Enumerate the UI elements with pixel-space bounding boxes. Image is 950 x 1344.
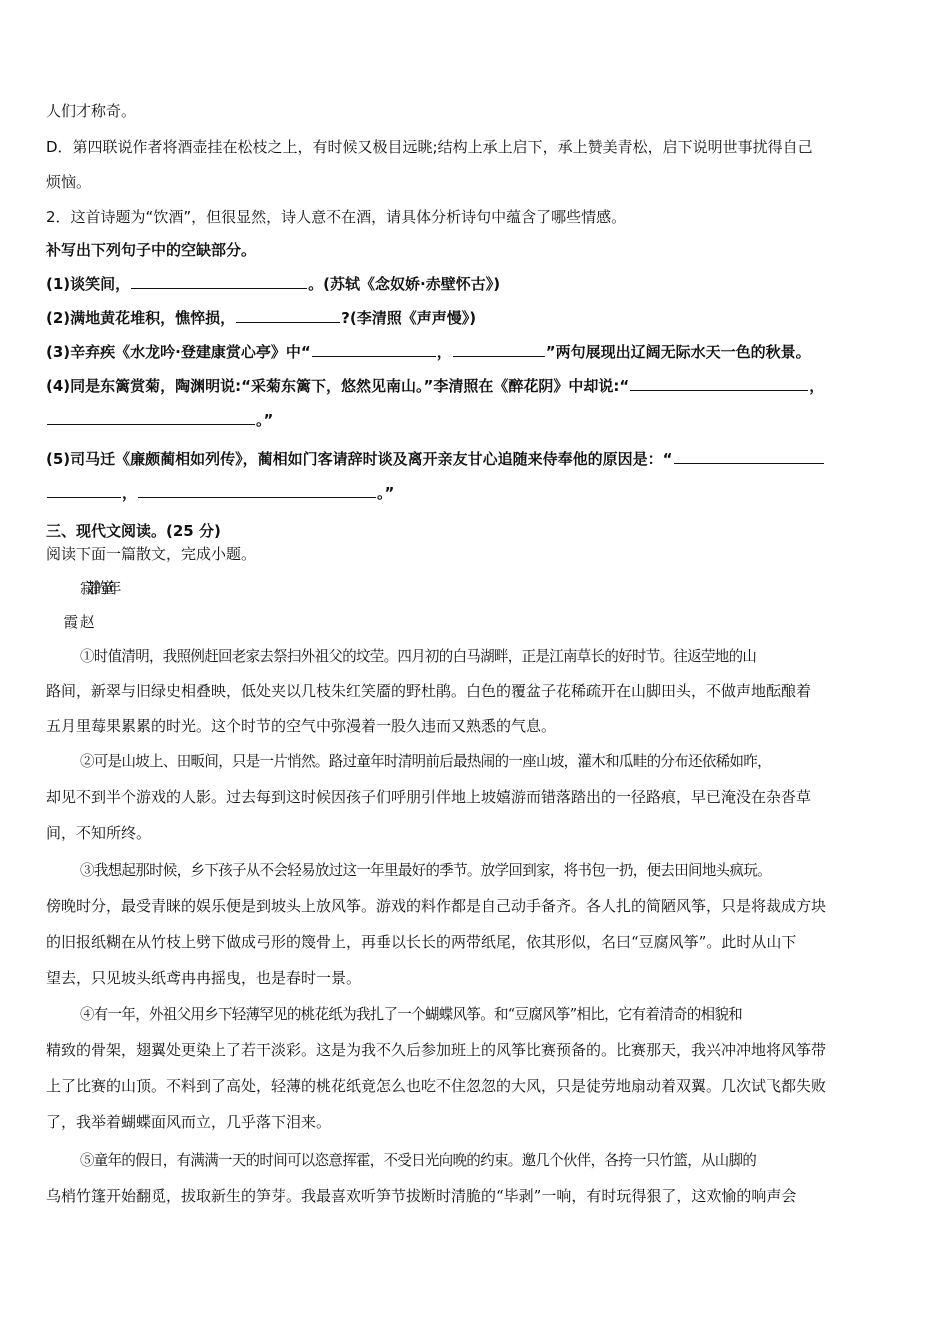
essay-line: ②可是山坡上、田畈间，只是一片悄然。路过童年时清明前后最热闹的一座山坡，灌木和瓜畦的分布还依稀如昨，	[80, 752, 771, 770]
section-3-heading: 三、现代文阅读。(25 分)	[46, 522, 221, 540]
fill-q1-prefix: (1)谈笑间，	[46, 275, 131, 293]
fill-q3-suffix: ”两句展现出辽阔无际水天一色的秋景。	[545, 343, 811, 361]
reading-instruction: 阅读下面一篇散文，完成小题。	[46, 545, 257, 563]
fill-question-4-cont	[46, 410, 908, 430]
essay-line: ③我想起那时候，乡下孩子从不会轻易放过这一年里最好的季节。放学回到家，将书包一扔，便去田间地头疯玩。	[80, 861, 771, 879]
fill-question-2	[46, 308, 908, 328]
fill-section-heading: 补写出下列句子中的空缺部分。	[46, 241, 257, 259]
essay-line: 了，我举着蝴蝶面风而立，几乎落下泪来。	[46, 1113, 332, 1131]
essay-line: 傍晚时分，最受青睐的娱乐便是到坡头上放风筝。游戏的料作都是自己动手备齐。各人扎的简陋风筝，只是将裁成方块	[46, 897, 827, 915]
fill-q2-prefix: (2)满地黄花堆积，憔悴损，	[46, 309, 236, 327]
fill-q4-comma: ，	[809, 377, 825, 395]
fill-q2-suffix: ?(李清照《声声慢》)	[341, 309, 477, 327]
fill-q5-prefix: (5)司马迁《廉颇蔺相如列传》，蔺相如门客请辞时谈及离开亲友甘心追随来侍奉他的原因是：“	[46, 450, 673, 468]
fill-question-1	[46, 274, 908, 294]
answer-blank[interactable]	[236, 308, 340, 323]
essay-line: ①时值清明，我照例赶回老家去祭扫外祖父的坟茔。四月初的白马湖畔，正是江南草长的好时节。往返茔地的山	[80, 647, 757, 665]
fill-q1-suffix: 。(苏轼《念奴娇·赤壁怀古》)	[308, 275, 501, 293]
essay-line: 间，不知所终。	[46, 824, 152, 842]
option-c-tail: 人们才称奇。	[46, 102, 137, 120]
question-2: 2．这首诗题为“饮酒”，但很显然，诗人意不在酒，请具体分析诗句中蕴含了哪些情感。	[46, 208, 627, 226]
essay-line: 精致的骨架，翅翼处更染上了若干淡彩。这是为我不久后参加班上的风筝比赛预备的。比赛那天，我兴冲冲地将风筝带	[46, 1041, 827, 1059]
fill-q5-suffix: 。”	[377, 484, 395, 502]
essay-line: 乌梢竹篷开始翻觅，拔取新生的笋芽。我最喜欢听笋节拔断时清脆的“毕剥”一响，有时玩得狠了，这欢愉的响声会	[46, 1187, 797, 1205]
fill-q3-comma: ，	[436, 343, 452, 361]
answer-blank[interactable]	[453, 342, 545, 357]
answer-blank[interactable]	[47, 483, 121, 498]
option-d: D．第四联说作者将酒壶挂在松枝之上，有时候又极目远眺;结构上承上启下，承上赞美青松，启下说明世事扰得自己	[46, 138, 813, 156]
answer-blank[interactable]	[138, 483, 376, 498]
fill-question-5-cont	[46, 483, 908, 503]
essay-author	[80, 612, 910, 632]
fill-q4-prefix: (4)同是东篱赏菊，陶渊明说:“采菊东篱下，悠然见南山。”李清照在《醉花阴》中却说:“	[46, 377, 630, 395]
answer-blank[interactable]	[131, 274, 307, 289]
essay-line: 的旧报纸糊在从竹枝上劈下做成弓形的篾骨上，再垂以长长的两带纸尾，依其形似，名曰“豆腐风筝”。此时从山下	[46, 933, 797, 951]
answer-blank[interactable]	[47, 410, 255, 425]
fill-question-4	[46, 376, 908, 396]
fill-q3-prefix: (3)辛弃疾《水龙吟·登建康赏心亭》中“	[46, 343, 311, 361]
essay-line: 上了比赛的山顶。不料到了高处，轻薄的桃花纸竟怎么也吃不住忽忽的大风，只是徒劳地扇动着双翼。几次试飞都失败	[46, 1077, 827, 1095]
answer-blank[interactable]	[312, 342, 436, 357]
fill-question-3	[46, 342, 908, 362]
essay-line: 望去，只见坡头纸鸢冉冉摇曳，也是春时一景。	[46, 969, 362, 987]
answer-blank[interactable]	[630, 376, 808, 391]
essay-line: ④有一年，外祖父用乡下轻薄罕见的桃花纸为我扎了一个蝴蝶风筝。和“豆腐风筝”相比，它有着清奇的相貌和	[80, 1005, 743, 1023]
fill-q5-comma: ，	[122, 484, 138, 502]
essay-line: 却见不到半个游戏的人影。过去每到这时候因孩子们呼朋引伴地上坡嬉游而错落踏出的一径路痕，早已淹没在杂沓草	[46, 788, 812, 806]
option-d-tail: 烦恼。	[46, 173, 92, 191]
essay-line: ⑤童年的假日，有满满一天的时间可以恣意挥霍，不受日光向晚的约束。邀几个伙伴，各挎一只竹篮，从山脚的	[80, 1151, 757, 1169]
fill-q4-suffix: 。”	[256, 411, 274, 429]
answer-blank[interactable]	[674, 449, 824, 464]
fill-question-5	[46, 449, 908, 469]
essay-title: 寂静的童年	[80, 579, 114, 597]
essay-line: 路间，新翠与旧绿史相叠映，低处夹以几枝朱红笑靥的野杜鹃。白色的覆盆子花稀疏开在山脚田头，不做声地酝酿着	[46, 682, 812, 700]
essay-line: 五月里莓果累累的时光。这个时节的空气中弥漫着一股久违而又熟悉的气息。	[46, 717, 557, 735]
